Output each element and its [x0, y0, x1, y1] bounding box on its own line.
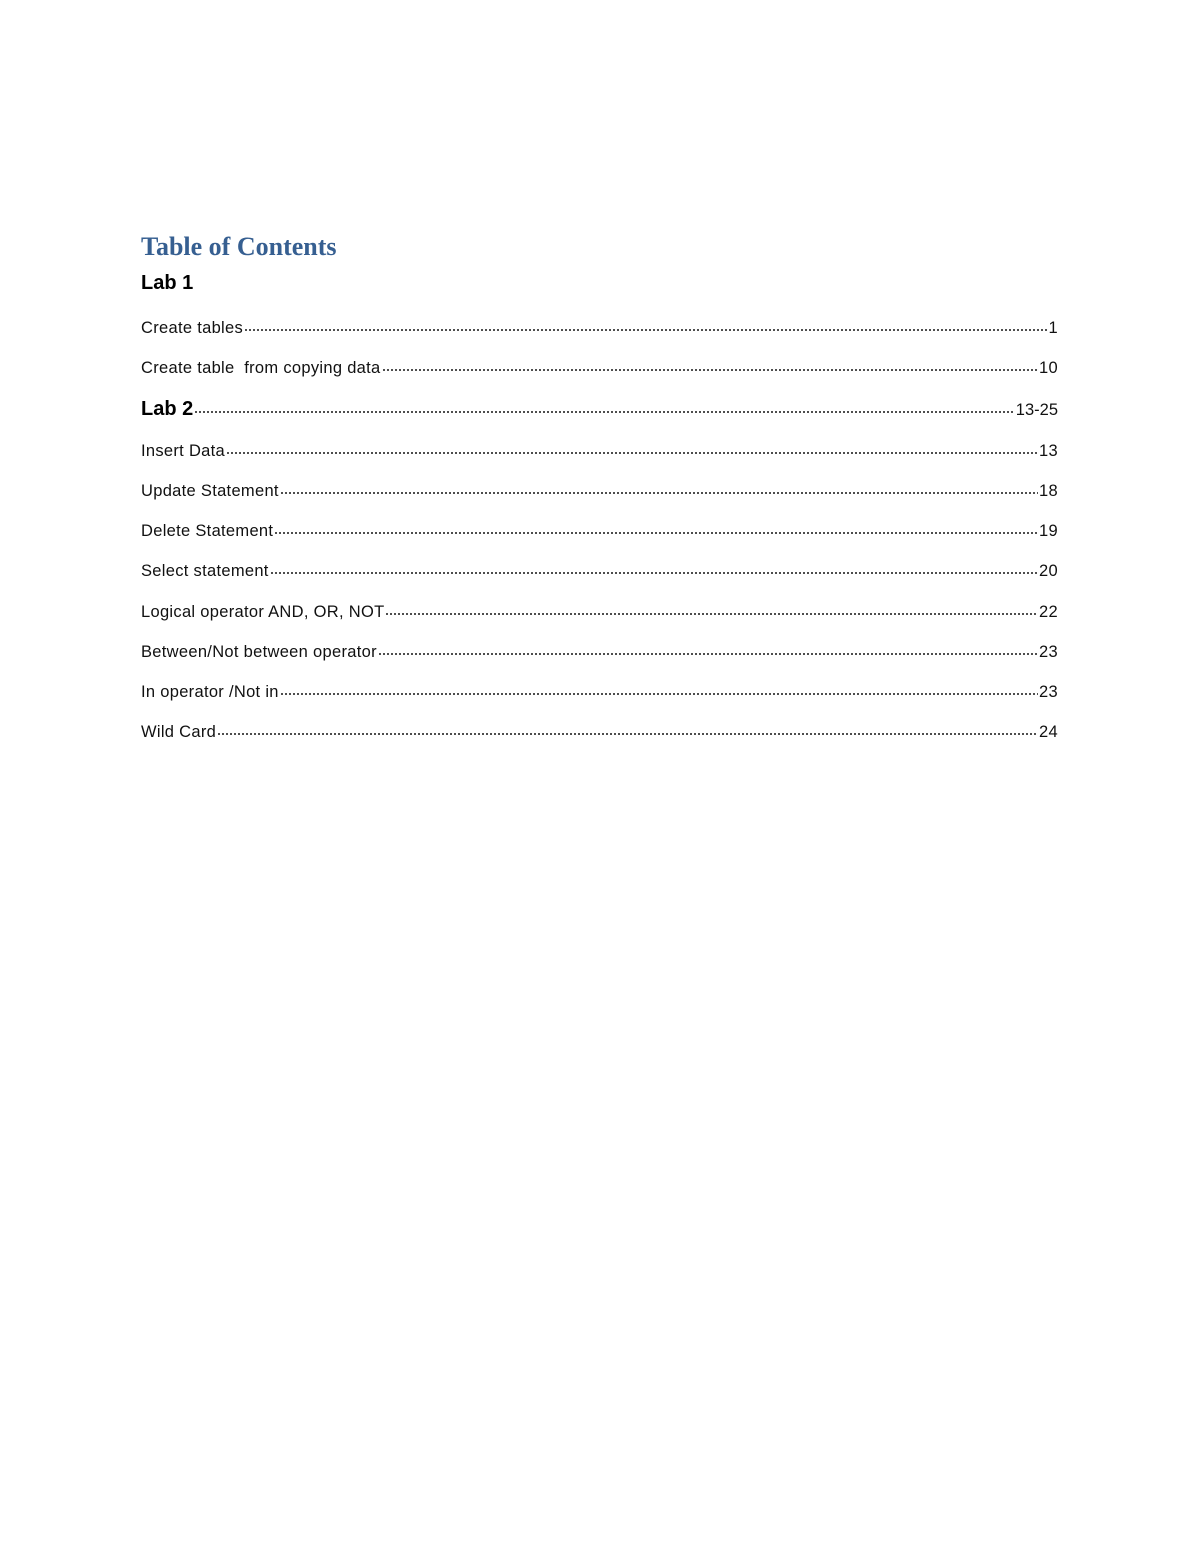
dot-leader [280, 479, 1038, 496]
toc-entry-label: Logical operator AND, OR, NOT [141, 602, 385, 621]
toc-entry-label: In operator /Not in [141, 682, 279, 701]
toc-entry-page: 19 [1039, 521, 1058, 540]
toc-entry-page: 23 [1039, 682, 1058, 701]
dot-leader [280, 680, 1038, 697]
toc-entry-insert-data[interactable] [141, 439, 1058, 461]
dot-leader [270, 559, 1038, 576]
toc-entry-between-operator[interactable] [141, 640, 1058, 662]
toc-entry-select-statement[interactable] [141, 559, 1058, 581]
toc-entry-page: 22 [1039, 602, 1058, 621]
toc-entry-label: Update Statement [141, 481, 279, 500]
toc-entry-label: Create table from copying data [141, 358, 381, 377]
toc-entry-wild-card[interactable] [141, 720, 1058, 742]
dot-leader [382, 356, 1039, 373]
toc-entry-label: Insert Data [141, 441, 226, 460]
toc-entry-create-table-from-copying-data[interactable] [141, 356, 1058, 378]
toc-entry-label: Between/Not between operator [141, 642, 377, 661]
toc-entry-page: 10 [1039, 358, 1058, 377]
toc-entry-lab-2[interactable] [141, 395, 1058, 421]
toc-entry-page: 24 [1039, 722, 1058, 741]
toc-entry-delete-statement[interactable] [141, 519, 1058, 541]
dot-leader [274, 519, 1038, 536]
dot-leader [385, 600, 1038, 617]
toc-title: Table of Contents [141, 232, 337, 261]
toc-entry-label: Select statement [141, 561, 269, 580]
dot-leader [244, 316, 1047, 333]
dot-leader [194, 395, 1015, 415]
section-heading-lab-1: Lab 1 [141, 272, 194, 294]
toc-entry-update-statement[interactable] [141, 479, 1058, 501]
toc-entry-in-operator[interactable] [141, 680, 1058, 702]
toc-entry-page: 18 [1039, 481, 1058, 500]
section-heading-lab-2: Lab 2 [141, 398, 194, 420]
toc-entry-page: 1 [1048, 318, 1058, 337]
toc-entry-label: Delete Statement [141, 521, 274, 540]
dot-leader [378, 640, 1038, 657]
toc-entry-label: Create tables [141, 318, 244, 337]
toc-entry-create-tables[interactable] [141, 316, 1058, 338]
toc-entry-logical-operator[interactable] [141, 600, 1058, 622]
toc-entry-page: 13 [1039, 441, 1058, 460]
toc-entry-page: 20 [1039, 561, 1058, 580]
dot-leader [226, 439, 1038, 456]
toc-entry-page: 13-25 [1015, 401, 1058, 419]
dot-leader [217, 720, 1038, 737]
toc-entry-page: 23 [1039, 642, 1058, 661]
toc-entry-label: Wild Card [141, 722, 217, 741]
